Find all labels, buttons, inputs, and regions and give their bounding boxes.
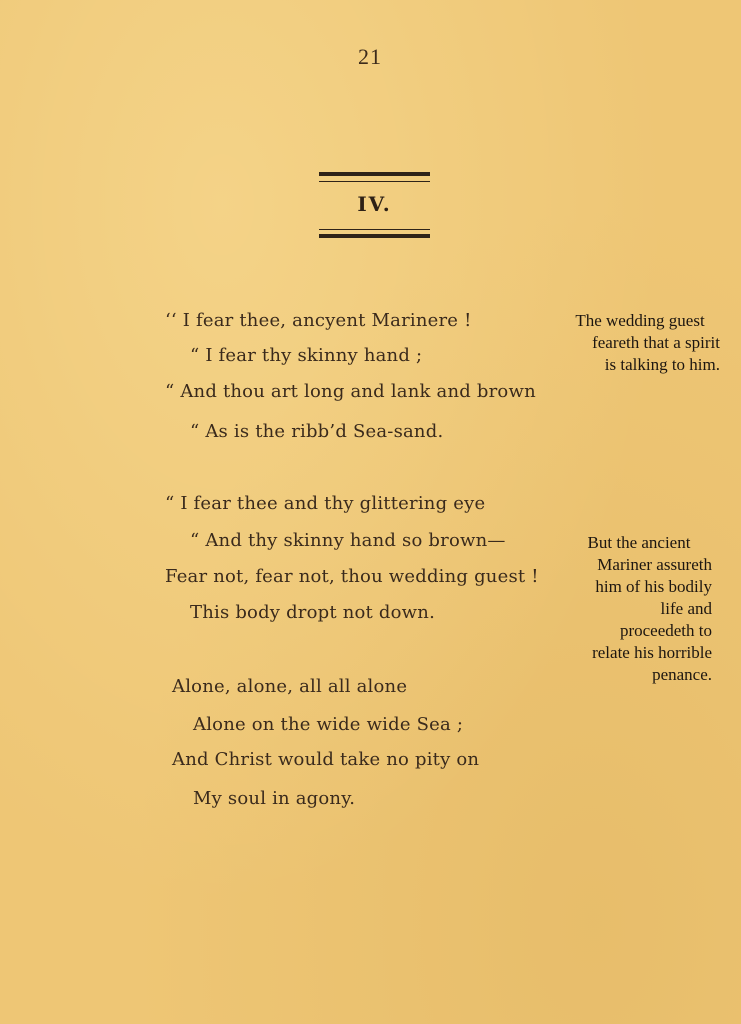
verse-line: My soul in agony. [193, 788, 356, 809]
gloss-line: relate his horrible [592, 643, 712, 662]
gloss-line: proceedeth to [619, 621, 712, 640]
section-numeral: IV. [357, 192, 392, 216]
verse-line: ‘‘ I fear thee, ancyent Marinere ! [165, 310, 472, 331]
gloss-line: penance. [652, 665, 712, 684]
ornamental-rule-top-thick [319, 172, 430, 176]
marginal-gloss [560, 310, 720, 376]
verse-line: This body dropt not down. [190, 602, 435, 623]
ornamental-rule-bottom-thick [319, 234, 430, 238]
gloss-line: feareth that a spirit [592, 333, 720, 352]
gloss-line: is talking to him. [604, 355, 720, 374]
verse-line: “ I fear thy skinny hand ; [190, 345, 423, 366]
ornamental-rule-top-thin [319, 181, 430, 182]
verse-line: “ And thou art long and lank and brown [165, 381, 536, 402]
verse-line: Alone on the wide wide Sea ; [193, 714, 464, 735]
gloss-line: life and [660, 599, 712, 618]
verse-line: Alone, alone, all all alone [172, 676, 408, 697]
marginal-gloss [566, 532, 712, 686]
gloss-line: The wedding guest [575, 311, 705, 330]
gloss-line: But the ancient [587, 533, 691, 552]
verse-line: “ I fear thee and thy glittering eye [165, 493, 486, 514]
ornamental-rule-bottom-thin [319, 229, 430, 230]
verse-line: And Christ would take no pity on [172, 749, 480, 770]
verse-line: Fear not, fear not, thou wedding guest ! [165, 566, 539, 587]
verse-line: “ As is the ribb’d Sea-sand. [190, 421, 444, 442]
verse-line: “ And thy skinny hand so brown— [190, 530, 506, 551]
gloss-line: him of his bodily [595, 577, 712, 596]
page-number: 21 [358, 44, 382, 69]
gloss-line: Mariner assureth [597, 555, 712, 574]
